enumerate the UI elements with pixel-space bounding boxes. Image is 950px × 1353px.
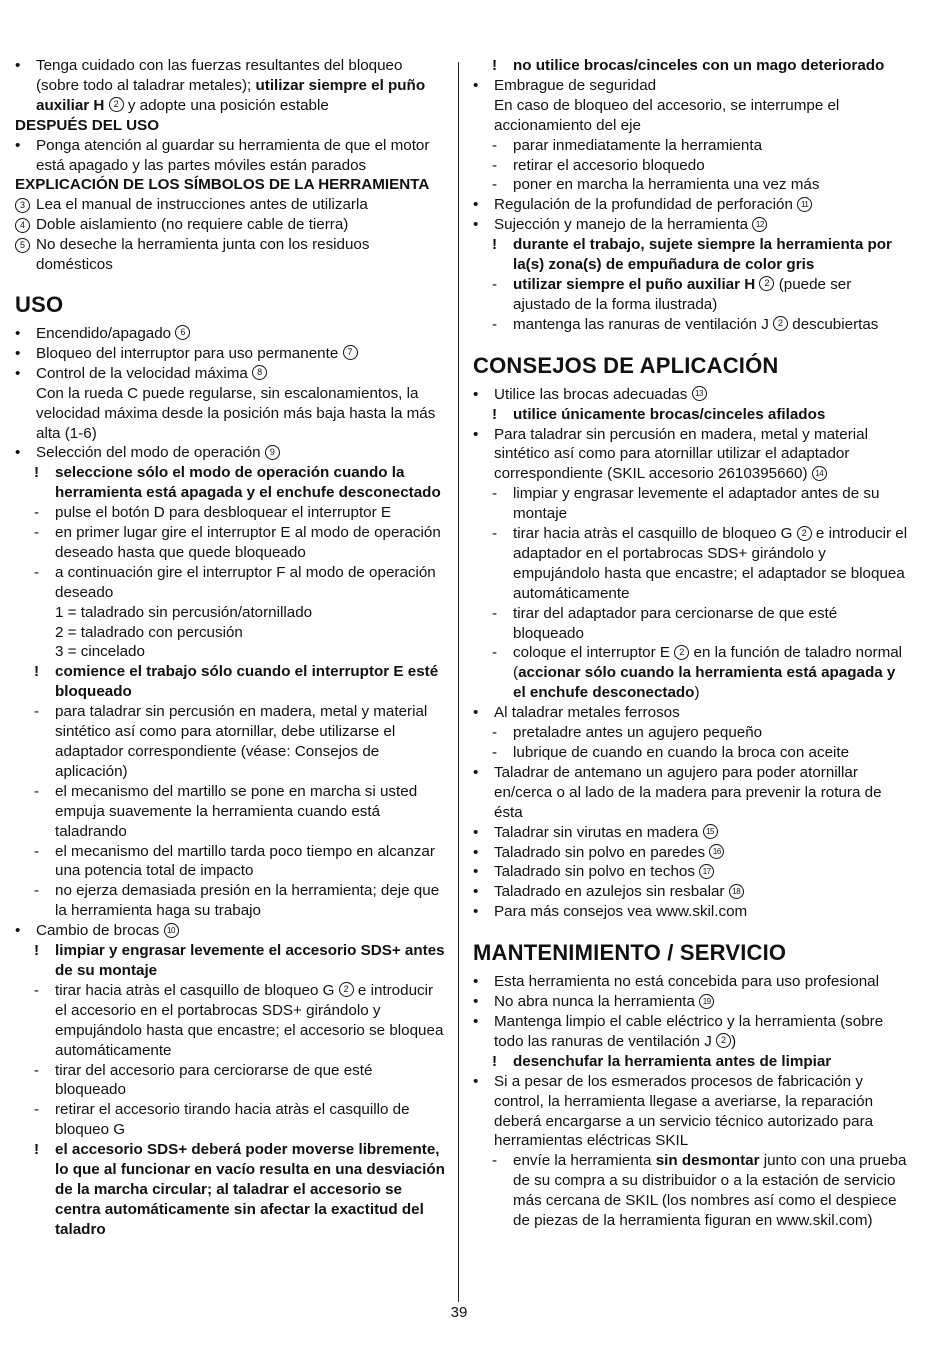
list-item: • Regulación de la profundidad de perforación 11 [473, 195, 908, 215]
dash-item: - para taladrar sin percusión en madera, metal y material sintético así como para atornillar, debe utilizarse el adaptador correspondiente (véase: Consejos de aplicación) [34, 703, 428, 780]
dash-item: - pretaladre antes un agujero pequeño [492, 724, 763, 742]
figure-ref: 11 [797, 197, 812, 212]
list-item: • Si a pesar de los esmerados procesos de fabricación y control, la herramienta llegase a averiarse, la reparación deberá encargarse a un servicio técnico autorizado para herramientas eléctricas SKIL [473, 1072, 874, 1150]
dash-item: - limpiar y engrasar levemente el adaptador antes de su montaje [492, 485, 880, 523]
figure-ref: 9 [265, 445, 280, 460]
list-item: • Selección del modo de operación 9 [15, 443, 445, 463]
list-item: • Ponga atención al guardar su herramienta de que el motor está apagado y las partes móviles están parados [15, 136, 430, 174]
paragraph: En caso de bloqueo del accesorio, se interrumpe el accionamiento del eje [494, 96, 840, 134]
figure-ref: 2 [759, 276, 774, 291]
figure-ref: 2 [674, 645, 689, 660]
list-item: • Sujección y manejo de la herramienta 12 [473, 215, 908, 235]
mode-line: 2 = taladrado con percusión [55, 623, 243, 641]
dash-item: - pulse el botón D para desbloquear el interruptor E [34, 504, 392, 522]
list-item: • Taladrado sin polvo en paredes 16 [473, 843, 908, 863]
figure-ref: 2 [773, 316, 788, 331]
section-title-mantenimiento: MANTENIMIENTO / SERVICIO [473, 940, 787, 966]
figure-ref: 18 [729, 884, 744, 899]
symbol-item: 4 Doble aislamiento (no requiere cable de tierra) [15, 215, 445, 235]
dash-item: - coloque el interruptor E 2 en la función de taladro normal (accionar sólo cuando la herramienta está apagada y el enchufe desconectado) [492, 644, 903, 702]
figure-ref: 17 [699, 864, 714, 879]
dash-item: - tirar del accesorio para cerciorarse de que esté bloqueado [34, 1061, 373, 1099]
dash-item: - mantenga las ranuras de ventilación J 2 descubiertas [492, 315, 879, 333]
list-item: • Cambio de brocas 10 [15, 921, 445, 941]
mode-line: 3 = cincelado [55, 643, 145, 661]
warning-item: ! utilice únicamente brocas/cinceles afilados [492, 405, 826, 423]
list-item: • Embrague de seguridad [473, 76, 657, 94]
figure-ref: 13 [692, 386, 707, 401]
dash-item: - no ejerza demasiada presión en la herramienta; deje que la herramienta haga su trabajo [34, 882, 440, 920]
dash-item: - a continuación gire el interruptor F al modo de operación deseado [34, 563, 436, 601]
list-item: • Encendido/apagado 6 [15, 324, 445, 344]
list-item: • Tenga cuidado con las fuerzas resultantes del bloqueo (sobre todo al taladrar metales); utilizar siempre el puño auxiliar H 2 y adopte una posición estable [15, 57, 426, 114]
figure-ref: 2 [339, 982, 354, 997]
figure-ref: 2 [716, 1033, 731, 1048]
dash-item: - retirar el accesorio bloquedo [492, 156, 705, 174]
figure-ref: 12 [752, 217, 767, 232]
list-item: • Para taladrar sin percusión en madera, metal y material sintético así como para atornillar utilizar el adaptador correspondiente (SKIL accesorio 2610395660) 14 [473, 425, 868, 483]
figure-ref: 3 [15, 198, 30, 213]
figure-ref: 8 [252, 365, 267, 380]
mode-line: 1 = taladrado sin percusión/atornillado [55, 603, 313, 621]
left-column [15, 56, 445, 1240]
list-item: • No abra nunca la herramienta 19 [473, 992, 908, 1012]
figure-ref: 19 [699, 994, 714, 1009]
figure-ref: 2 [797, 526, 812, 541]
column-divider [458, 62, 459, 1302]
symbol-item: 3 Lea el manual de instrucciones antes de utilizarla [15, 195, 445, 215]
section-heading: EXPLICACIÓN DE LOS SÍMBOLOS DE LA HERRAMIENTA [15, 176, 430, 194]
dash-item: - tirar hacia atràs el casquillo de bloqueo G 2 e introducir el adaptador en el portabrocas SDS+ girándolo y empujándolo hasta que encastre; el adaptador se bloquea automáticamente [492, 525, 908, 602]
list-item: • Taladrar sin virutas en madera 15 [473, 823, 908, 843]
warning-item: ! durante el trabajo, sujete siempre la herramienta por la(s) zona(s) de empuñadura de color gris [492, 236, 892, 274]
warning-item: ! no utilice brocas/cinceles con un mago deteriorado [492, 57, 885, 74]
right-column [473, 56, 908, 1231]
figure-ref: 14 [812, 466, 827, 481]
warning-item: ! desenchufar la herramienta antes de limpiar [492, 1052, 832, 1070]
warning-item: ! limpiar y engrasar levemente el accesorio SDS+ antes de su montaje [34, 942, 445, 979]
list-item: • Al taladrar metales ferrosos [473, 704, 680, 722]
dash-item: - poner en marcha la herramienta una vez más [492, 176, 820, 194]
list-item: • Esta herramienta no está concebida para uso profesional [473, 973, 879, 991]
warning-item: ! comience el trabajo sólo cuando el interruptor E esté bloqueado [34, 663, 439, 701]
list-item: • Taladrado en azulejos sin resbalar 18 [473, 882, 908, 902]
paragraph: Con la rueda C puede regularse, sin escalonamientos, la velocidad máxima desde la posición más baja hasta la más alta (1-6) [36, 384, 436, 442]
figure-ref: 6 [175, 325, 190, 340]
figure-ref: 16 [709, 844, 724, 859]
dash-item: - el mecanismo del martillo se pone en marcha si usted empuja suavemente la herramienta cuando está taladrando [34, 782, 418, 840]
dash-item: - retirar el accesorio tirando hacia atràs el casquillo de bloqueo G [34, 1101, 410, 1139]
dash-item: - tirar del adaptador para cercionarse de que esté bloqueado [492, 604, 838, 642]
list-item: • Bloqueo del interruptor para uso permanente 7 [15, 344, 445, 364]
figure-ref: 10 [164, 923, 179, 938]
dash-item: - envíe la herramienta sin desmontar junto con una prueba de su compra a su distribuidor o a la estación de servicio más cercana de SKIL (los nombres así como el despiece de piezas de la herramienta figuran en www.skil.com) [492, 1152, 907, 1230]
warning-item: ! seleccione sólo el modo de operación cuando la herramienta está apagada y el enchufe desconectado [34, 464, 441, 502]
dash-item: - el mecanismo del martillo tarda poco tiempo en alcanzar una potencia total de impacto [34, 842, 435, 880]
dash-item: - en primer lugar gire el interruptor E al modo de operación deseado hasta que quede bloqueado [34, 524, 441, 561]
list-item: • Taladrado sin polvo en techos 17 [473, 862, 908, 882]
dash-item: - parar inmediatamente la herramienta [492, 136, 763, 154]
figure-ref: 15 [703, 824, 718, 839]
list-item: • Mantenga limpio el cable eléctrico y la herramienta (sobre todo las ranuras de ventilación J 2 ) [473, 1012, 884, 1050]
figure-ref: 2 [109, 97, 124, 112]
dash-item: - tirar hacia atràs el casquillo de bloqueo G 2 e introducir el accesorio en el portabrocas SDS+ girándolo y empujándolo hasta que encastre; el accesorio se bloquea automáticamente [34, 981, 444, 1059]
page-number: 39 [450, 1304, 468, 1321]
warning-item: ! el accesorio SDS+ deberá poder moverse libremente, lo que al funcionar en vacío resulta en una desviación de la marcha circular; al taladrar el accesorio se centra automáticamente sin afectar la exactitud del taladro [34, 1141, 445, 1238]
list-item: • Para más consejos vea www.skil.com [473, 903, 748, 921]
section-title-consejos: CONSEJOS DE APLICACIÓN [473, 352, 779, 378]
figure-ref: 4 [15, 218, 30, 233]
section-heading: DESPUÉS DEL USO [15, 116, 160, 134]
list-item: • Utilice las brocas adecuadas 13 [473, 385, 908, 405]
figure-ref: 7 [343, 345, 358, 360]
figure-ref: 5 [15, 238, 30, 253]
dash-item: - utilizar siempre el puño auxiliar H 2 (puede ser ajustado de la forma ilustrada) [492, 275, 852, 313]
list-item: • Taladrar de antemano un agujero para poder atornillar en/cerca o al lado de la madera para prevenir la rotura de ésta [473, 763, 882, 821]
dash-item: - lubrique de cuando en cuando la broca con aceite [492, 744, 850, 761]
section-title-uso: USO [15, 291, 64, 317]
list-item: • Control de la velocidad máxima 8 [15, 364, 445, 384]
symbol-item: 5 No deseche la herramienta junta con los residuos domésticos [15, 235, 445, 275]
